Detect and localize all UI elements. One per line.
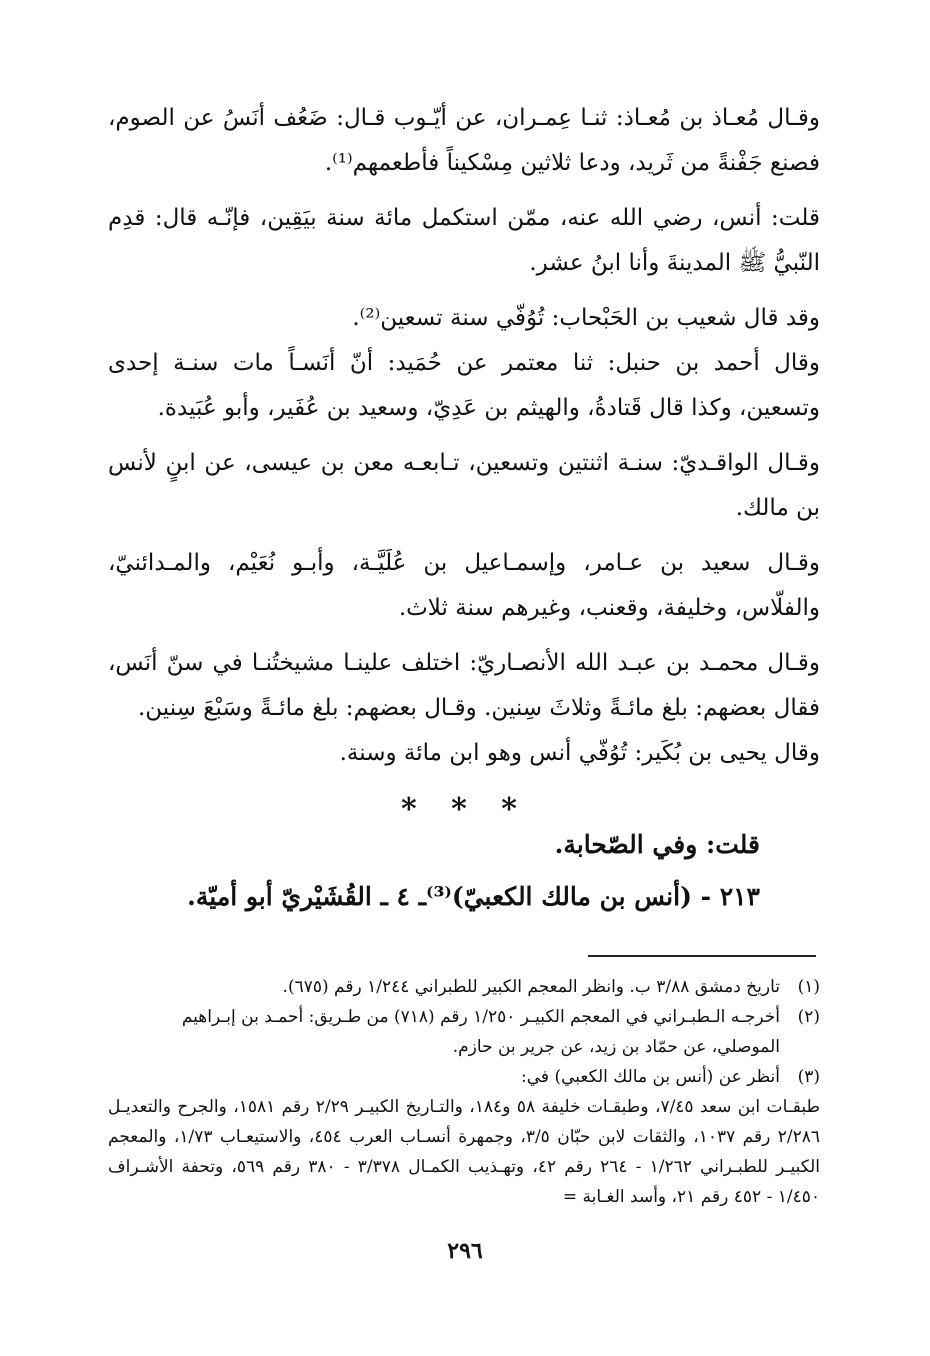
footnote-divider <box>588 955 816 957</box>
page-number: ٢٩٦ <box>447 1238 483 1264</box>
section-separator: * * * <box>401 792 529 827</box>
paragraph-4: وقال أحمد بن حنبل: ثنا معتمر عن حُمَيد: أنّ أنَسـاً مات سنـة إحدى وتسعين، وكذا قال قَتادةُ، والهيثم بن عَدِيّ، وسعيد بن عُفَير، وأبو عُبَيدة. <box>108 350 820 421</box>
footnote-text: تاريخ دمشق ٣/٨٨ ب. وانظر المعجم الكبير للطبراني ١/٢٤٤ رقم (٦٧٥). <box>282 977 780 997</box>
footnote-text: أخرجـه الـطبـراني في المعجم الكبيـر ١/٢٥٠ رقم (٧١٨) من طـريق: أحمـد بن إبـراهيم <box>181 1007 780 1027</box>
footnote-number: (٣) <box>797 1067 820 1087</box>
paragraph-6: وقـال سعيد بن عـامر، وإسمـاعيل بن عُلَيَّـة، وأبـو نُعَيْم، والمـدائنيّ، والفلّاس، وخليفة، وقعنب، وغيرهم سنة ثلاث. <box>108 550 820 621</box>
footnote-text: أنظر عن (أنس بن مالك الكعبي) في: <box>521 1067 780 1087</box>
footnote-body: طبقـات ابن سعد ٧/٤٥، وطبقـات خليفة ٥٨ و١٨٤، والتـاريخ الكبيـر ٢/٢٩ رقم ١٥٨١، والجرح والتعديـل ٢/٢٨٦ رقم ١٠٣٧، والثقات لابن حبّان ٣/٥، وجمهرة أنسـاب العرب ٤٥٤، والاستيعـاب ١/٧٣، والمعجم الكبيـر للطبـراني ١/٢٦٢ - ٢٦٤ رقم ٤٢، وتهـذيب الكمـال ٣/٣٧٨ - ٣٨٠ رقم ٥٦٩، وتحفة الأشـراف ١/٤٥٠ - ٤٥٢ رقم ٢١، وأسد الغـابة = <box>108 1097 821 1207</box>
paragraph-7: وقـال محمـد بن عبـد الله الأنصـاريّ: اختلف علينـا مشيختُنـا في سنّ أنَس، فقال بعضهم: بلغ مائـةً وثلاثَ سِنين. وقـال بعضهم: بلغ مائـةً وسَبْعَ سِنين. <box>108 650 820 721</box>
footnote-1 <box>108 972 820 1002</box>
footnote-number: (١) <box>797 977 820 997</box>
section-note: قلت: وفي الصّحابة. <box>554 830 760 859</box>
paragraph-3: وقد قال شعيب بن الحَبْحاب: تُوُفّي سنة تسعين⁽²⁾. <box>352 305 820 331</box>
main-text <box>108 96 820 786</box>
footnote-3 <box>108 1062 820 1092</box>
paragraph-1: وقـال مُعـاذ بن مُعـاذ: ثنـا عِمـران، عن أيّـوب قـال: ضَعُف أنَسُ عن الصوم، فصنع جَفْنةً من ثَريد، ودعا ثلاثين مِسْكيناً فأطعمهم⁽¹⁾. <box>108 105 820 176</box>
paragraph-5: وقـال الواقـديّ: سنـة اثنتين وتسعين، تـابعـه معن بن عيسى، عن ابنٍ لأنس بن مالك. <box>108 450 820 521</box>
paragraph-2: قلت: أنس، رضي الله عنه، ممّن استكمل مائة سنة بيَقِين، فإنّـه قال: قدِم النّبيُّ ﷺ المدينةَ وأنا ابنُ عشر. <box>108 205 820 276</box>
footnote-number: (٢) <box>797 1007 820 1027</box>
paragraph-8: وقال يحيى بن بُكَير: تُوُفّي أنس وهو ابن مائة وسنة. <box>339 740 820 766</box>
footnotes <box>108 972 820 1212</box>
footnote-continuation: الموصلي، عن حمّاد بن زيد، عن جرير بن حازم. <box>452 1037 780 1057</box>
entry-heading: ٢١٣ - (أنس بن مالك الكعبيّ)⁽³⁾ـ ٤ ـ القُشَيْريّ أبو أميّة. <box>187 882 760 911</box>
footnote-2 <box>108 1002 820 1032</box>
